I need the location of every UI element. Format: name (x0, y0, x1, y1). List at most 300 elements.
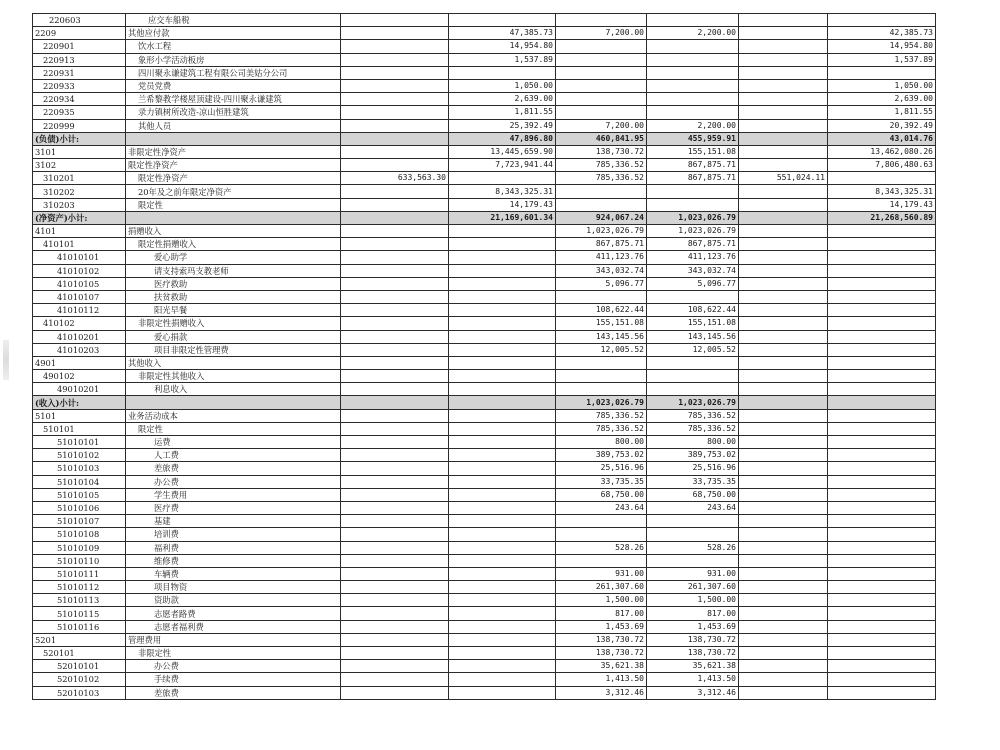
credit-cell: 143,145.56 (647, 330, 739, 343)
closing-debit-cell (739, 449, 828, 462)
account-name-cell: 办公费 (126, 660, 341, 673)
closing-debit-cell (739, 225, 828, 238)
credit-cell (647, 40, 739, 53)
opening-credit-cell (449, 436, 556, 449)
opening-debit-cell (341, 66, 449, 79)
account-name-cell: 捐赠收入 (126, 225, 341, 238)
credit-cell (647, 356, 739, 369)
closing-debit-cell (739, 53, 828, 66)
closing-debit-cell (739, 633, 828, 646)
account-code-cell: 52010101 (33, 660, 126, 673)
credit-cell: 33,735.35 (647, 475, 739, 488)
closing-debit-cell: 551,024.11 (739, 172, 828, 185)
credit-cell: 261,307.60 (647, 581, 739, 594)
closing-credit-cell: 14,179.43 (828, 198, 936, 211)
credit-cell: 817.00 (647, 607, 739, 620)
closing-debit-cell (739, 132, 828, 145)
opening-debit-cell (341, 27, 449, 40)
closing-credit-cell (828, 488, 936, 501)
opening-credit-cell (449, 370, 556, 383)
debit-cell: 35,621.38 (556, 660, 647, 673)
table-row (33, 40, 936, 53)
credit-cell: 138,730.72 (647, 633, 739, 646)
closing-credit-cell (828, 436, 936, 449)
opening-credit-cell (449, 449, 556, 462)
table-row (33, 409, 936, 422)
closing-credit-cell: 43,014.76 (828, 132, 936, 145)
opening-credit-cell (449, 554, 556, 567)
account-name-cell: 爱心捐款 (126, 330, 341, 343)
subtotal-row (33, 211, 936, 224)
opening-debit-cell (341, 647, 449, 660)
debit-cell (556, 383, 647, 396)
closing-credit-cell: 7,806,480.63 (828, 159, 936, 172)
credit-cell: 931.00 (647, 567, 739, 580)
account-name-cell: 扶贫救助 (126, 290, 341, 303)
account-code-cell: (负债)小计: (33, 132, 126, 145)
closing-credit-cell: 2,639.00 (828, 93, 936, 106)
account-name-cell: 限定性捐赠收入 (126, 238, 341, 251)
account-code-cell: 51010103 (33, 462, 126, 475)
opening-debit-cell (341, 383, 449, 396)
closing-debit-cell (739, 620, 828, 633)
account-code-cell: 41010102 (33, 264, 126, 277)
credit-cell: 1,500.00 (647, 594, 739, 607)
table-row (33, 264, 936, 277)
account-code-cell: 490102 (33, 370, 126, 383)
opening-debit-cell (341, 633, 449, 646)
closing-debit-cell (739, 264, 828, 277)
account-code-cell: 41010105 (33, 277, 126, 290)
credit-cell (647, 14, 739, 27)
table-row (33, 93, 936, 106)
debit-cell: 785,336.52 (556, 409, 647, 422)
table-row (33, 581, 936, 594)
account-name-cell (126, 132, 341, 145)
table-row (33, 277, 936, 290)
opening-credit-cell (449, 330, 556, 343)
account-code-cell: 52010102 (33, 673, 126, 686)
opening-debit-cell (341, 581, 449, 594)
closing-credit-cell (828, 290, 936, 303)
account-name-cell: 福利费 (126, 541, 341, 554)
table-row (33, 198, 936, 211)
closing-credit-cell (828, 567, 936, 580)
opening-debit-cell (341, 607, 449, 620)
closing-debit-cell (739, 66, 828, 79)
closing-debit-cell (739, 462, 828, 475)
account-code-cell: 51010108 (33, 528, 126, 541)
credit-cell (647, 528, 739, 541)
table-row (33, 238, 936, 251)
opening-debit-cell (341, 554, 449, 567)
closing-credit-cell (828, 251, 936, 264)
closing-credit-cell: 1,537.89 (828, 53, 936, 66)
debit-cell: 343,032.74 (556, 264, 647, 277)
table-row (33, 528, 936, 541)
closing-credit-cell (828, 449, 936, 462)
account-code-cell: 520101 (33, 647, 126, 660)
opening-debit-cell (341, 304, 449, 317)
opening-debit-cell (341, 93, 449, 106)
opening-debit-cell (341, 422, 449, 435)
opening-credit-cell (449, 488, 556, 501)
closing-credit-cell (828, 330, 936, 343)
debit-cell: 155,151.08 (556, 317, 647, 330)
table-row (33, 501, 936, 514)
opening-debit-cell (341, 106, 449, 119)
opening-debit-cell (341, 515, 449, 528)
account-name-cell: 20年及之前年限定净资产 (126, 185, 341, 198)
table-row (33, 225, 936, 238)
debit-cell (556, 370, 647, 383)
opening-debit-cell (341, 488, 449, 501)
closing-debit-cell (739, 475, 828, 488)
debit-cell (556, 106, 647, 119)
closing-debit-cell (739, 488, 828, 501)
account-name-cell: 非限定性净资产 (126, 145, 341, 158)
ledger-table (32, 13, 936, 700)
credit-cell: 35,621.38 (647, 660, 739, 673)
account-name-cell: 其他人员 (126, 119, 341, 132)
account-code-cell: 51010111 (33, 567, 126, 580)
credit-cell: 800.00 (647, 436, 739, 449)
account-name-cell: 培训费 (126, 528, 341, 541)
closing-credit-cell (828, 594, 936, 607)
closing-credit-cell (828, 304, 936, 317)
closing-debit-cell (739, 567, 828, 580)
closing-debit-cell (739, 106, 828, 119)
account-code-cell: 220933 (33, 79, 126, 92)
opening-debit-cell (341, 396, 449, 409)
account-code-cell: 3102 (33, 159, 126, 172)
table-row (33, 488, 936, 501)
closing-credit-cell (828, 647, 936, 660)
opening-credit-cell: 47,385.73 (449, 27, 556, 40)
credit-cell (647, 554, 739, 567)
table-row (33, 607, 936, 620)
table-row (33, 79, 936, 92)
closing-debit-cell (739, 211, 828, 224)
closing-credit-cell (828, 277, 936, 290)
opening-credit-cell (449, 581, 556, 594)
opening-credit-cell (449, 633, 556, 646)
account-code-cell: 4901 (33, 356, 126, 369)
debit-cell (556, 66, 647, 79)
opening-credit-cell (449, 238, 556, 251)
table-row (33, 475, 936, 488)
debit-cell: 460,841.95 (556, 132, 647, 145)
opening-credit-cell (449, 673, 556, 686)
credit-cell (647, 383, 739, 396)
closing-debit-cell (739, 383, 828, 396)
opening-credit-cell (449, 225, 556, 238)
closing-credit-cell: 20,392.49 (828, 119, 936, 132)
closing-debit-cell (739, 370, 828, 383)
closing-debit-cell (739, 277, 828, 290)
table-row (33, 185, 936, 198)
closing-credit-cell: 1,050.00 (828, 79, 936, 92)
closing-credit-cell (828, 462, 936, 475)
debit-cell (556, 40, 647, 53)
opening-debit-cell (341, 475, 449, 488)
opening-credit-cell (449, 343, 556, 356)
account-code-cell: 41010107 (33, 290, 126, 303)
credit-cell: 528.26 (647, 541, 739, 554)
credit-cell: 2,200.00 (647, 27, 739, 40)
debit-cell (556, 515, 647, 528)
opening-debit-cell (341, 264, 449, 277)
table-row (33, 356, 936, 369)
opening-debit-cell (341, 79, 449, 92)
table-row (33, 686, 936, 699)
account-code-cell: 51010116 (33, 620, 126, 633)
opening-debit-cell (341, 290, 449, 303)
opening-credit-cell (449, 422, 556, 435)
credit-cell (647, 185, 739, 198)
table-row (33, 159, 936, 172)
debit-cell: 243.64 (556, 501, 647, 514)
closing-debit-cell (739, 422, 828, 435)
account-code-cell: 2209 (33, 27, 126, 40)
account-name-cell: 非限定性捐赠收入 (126, 317, 341, 330)
closing-debit-cell (739, 317, 828, 330)
closing-credit-cell (828, 673, 936, 686)
table-row (33, 317, 936, 330)
account-code-cell: 220603 (33, 14, 126, 27)
opening-credit-cell (449, 304, 556, 317)
opening-debit-cell (341, 356, 449, 369)
debit-cell: 5,096.77 (556, 277, 647, 290)
account-code-cell: 51010109 (33, 541, 126, 554)
credit-cell (647, 515, 739, 528)
opening-credit-cell (449, 567, 556, 580)
closing-credit-cell (828, 172, 936, 185)
opening-debit-cell (341, 594, 449, 607)
debit-cell: 138,730.72 (556, 647, 647, 660)
opening-debit-cell (341, 277, 449, 290)
account-code-cell: 51010101 (33, 436, 126, 449)
closing-credit-cell (828, 356, 936, 369)
credit-cell: 2,200.00 (647, 119, 739, 132)
debit-cell: 7,200.00 (556, 27, 647, 40)
account-code-cell: 410101 (33, 238, 126, 251)
opening-credit-cell (449, 264, 556, 277)
credit-cell: 455,959.91 (647, 132, 739, 145)
account-code-cell: 220913 (33, 53, 126, 66)
scan-artifact (3, 340, 9, 380)
opening-credit-cell (449, 607, 556, 620)
account-code-cell: 51010102 (33, 449, 126, 462)
account-code-cell: 51010113 (33, 594, 126, 607)
debit-cell: 931.00 (556, 567, 647, 580)
account-code-cell: 51010104 (33, 475, 126, 488)
credit-cell: 867,875.71 (647, 172, 739, 185)
subtotal-row (33, 132, 936, 145)
closing-credit-cell (828, 409, 936, 422)
closing-credit-cell (828, 396, 936, 409)
credit-cell: 138,730.72 (647, 647, 739, 660)
account-name-cell: 限定性净资产 (126, 172, 341, 185)
closing-debit-cell (739, 159, 828, 172)
opening-credit-cell (449, 647, 556, 660)
table-row (33, 436, 936, 449)
account-code-cell: 49010201 (33, 383, 126, 396)
credit-cell (647, 106, 739, 119)
credit-cell: 243.64 (647, 501, 739, 514)
account-code-cell: 220935 (33, 106, 126, 119)
opening-credit-cell: 21,169,601.34 (449, 211, 556, 224)
account-name-cell: 党员党费 (126, 79, 341, 92)
closing-debit-cell (739, 119, 828, 132)
table-row (33, 53, 936, 66)
closing-debit-cell (739, 343, 828, 356)
table-row (33, 304, 936, 317)
table-row (33, 27, 936, 40)
debit-cell (556, 93, 647, 106)
closing-debit-cell (739, 93, 828, 106)
opening-credit-cell (449, 501, 556, 514)
credit-cell: 867,875.71 (647, 238, 739, 251)
account-code-cell: 220999 (33, 119, 126, 132)
opening-debit-cell (341, 436, 449, 449)
debit-cell: 1,453.69 (556, 620, 647, 633)
opening-debit-cell (341, 686, 449, 699)
credit-cell (647, 198, 739, 211)
account-code-cell: 310203 (33, 198, 126, 211)
credit-cell: 155,151.08 (647, 317, 739, 330)
account-name-cell: 差旅费 (126, 686, 341, 699)
debit-cell: 785,336.52 (556, 422, 647, 435)
credit-cell: 411,123.76 (647, 251, 739, 264)
closing-debit-cell (739, 673, 828, 686)
debit-cell: 12,005.52 (556, 343, 647, 356)
opening-debit-cell: 633,563.30 (341, 172, 449, 185)
account-name-cell: 录力镇树所改造-凉山恒胜建筑 (126, 106, 341, 119)
opening-debit-cell (341, 198, 449, 211)
closing-debit-cell (739, 290, 828, 303)
account-name-cell: 象形小学活动板房 (126, 53, 341, 66)
table-row (33, 541, 936, 554)
table-row (33, 554, 936, 567)
credit-cell: 1,023,026.79 (647, 396, 739, 409)
closing-debit-cell (739, 238, 828, 251)
closing-credit-cell (828, 501, 936, 514)
table-row (33, 290, 936, 303)
debit-cell: 785,336.52 (556, 172, 647, 185)
table-row (33, 172, 936, 185)
table-row (33, 594, 936, 607)
opening-credit-cell (449, 515, 556, 528)
credit-cell: 1,023,026.79 (647, 225, 739, 238)
account-name-cell: 手续费 (126, 673, 341, 686)
closing-credit-cell: 8,343,325.31 (828, 185, 936, 198)
closing-debit-cell (739, 14, 828, 27)
opening-debit-cell (341, 238, 449, 251)
table-row (33, 462, 936, 475)
account-name-cell: 办公费 (126, 475, 341, 488)
account-name-cell: 运费 (126, 436, 341, 449)
account-code-cell: 41010203 (33, 343, 126, 356)
table-row (33, 383, 936, 396)
opening-debit-cell (341, 343, 449, 356)
account-code-cell: 410102 (33, 317, 126, 330)
debit-cell: 138,730.72 (556, 145, 647, 158)
opening-credit-cell (449, 317, 556, 330)
account-code-cell: 51010106 (33, 501, 126, 514)
account-name-cell: 请支持索玛支教老师 (126, 264, 341, 277)
account-code-cell: 3101 (33, 145, 126, 158)
opening-credit-cell: 1,537.89 (449, 53, 556, 66)
account-name-cell: 爱心助学 (126, 251, 341, 264)
closing-debit-cell (739, 436, 828, 449)
account-name-cell: 维修费 (126, 554, 341, 567)
opening-credit-cell (449, 251, 556, 264)
account-code-cell: 5201 (33, 633, 126, 646)
account-name-cell: 志愿者福利费 (126, 620, 341, 633)
table-row (33, 343, 936, 356)
account-name-cell: 饮水工程 (126, 40, 341, 53)
credit-cell: 3,312.46 (647, 686, 739, 699)
account-name-cell: 项目物资 (126, 581, 341, 594)
table-row (33, 330, 936, 343)
account-name-cell: 管理费用 (126, 633, 341, 646)
opening-credit-cell: 1,811.55 (449, 106, 556, 119)
opening-credit-cell: 7,723,941.44 (449, 159, 556, 172)
closing-credit-cell (828, 66, 936, 79)
credit-cell: 5,096.77 (647, 277, 739, 290)
debit-cell (556, 185, 647, 198)
credit-cell (647, 370, 739, 383)
opening-debit-cell (341, 660, 449, 673)
table-row (33, 567, 936, 580)
opening-debit-cell (341, 132, 449, 145)
closing-credit-cell (828, 238, 936, 251)
opening-debit-cell (341, 14, 449, 27)
account-code-cell: 4101 (33, 225, 126, 238)
account-name-cell: 非限定性 (126, 647, 341, 660)
account-name-cell: 四川聚永谦建筑工程有限公司美姑分公司 (126, 66, 341, 79)
closing-debit-cell (739, 356, 828, 369)
closing-debit-cell (739, 40, 828, 53)
closing-debit-cell (739, 251, 828, 264)
closing-debit-cell (739, 145, 828, 158)
credit-cell: 867,875.71 (647, 159, 739, 172)
account-name-cell: 兰希黎教学楼屋顶建设-四川聚永谦建筑 (126, 93, 341, 106)
debit-cell: 528.26 (556, 541, 647, 554)
credit-cell: 108,622.44 (647, 304, 739, 317)
opening-credit-cell (449, 277, 556, 290)
debit-cell: 1,023,026.79 (556, 225, 647, 238)
opening-credit-cell (449, 594, 556, 607)
closing-credit-cell: 13,462,080.26 (828, 145, 936, 158)
debit-cell: 143,145.56 (556, 330, 647, 343)
account-name-cell: 非限定性其他收入 (126, 370, 341, 383)
opening-credit-cell (449, 462, 556, 475)
closing-credit-cell (828, 581, 936, 594)
opening-credit-cell: 14,954.80 (449, 40, 556, 53)
closing-credit-cell (828, 225, 936, 238)
credit-cell: 1,413.50 (647, 673, 739, 686)
debit-cell: 785,336.52 (556, 159, 647, 172)
debit-cell: 7,200.00 (556, 119, 647, 132)
debit-cell (556, 528, 647, 541)
account-code-cell: 5101 (33, 409, 126, 422)
account-name-cell: 车辆费 (126, 567, 341, 580)
credit-cell: 1,453.69 (647, 620, 739, 633)
account-code-cell: 51010115 (33, 607, 126, 620)
account-code-cell: 41010201 (33, 330, 126, 343)
